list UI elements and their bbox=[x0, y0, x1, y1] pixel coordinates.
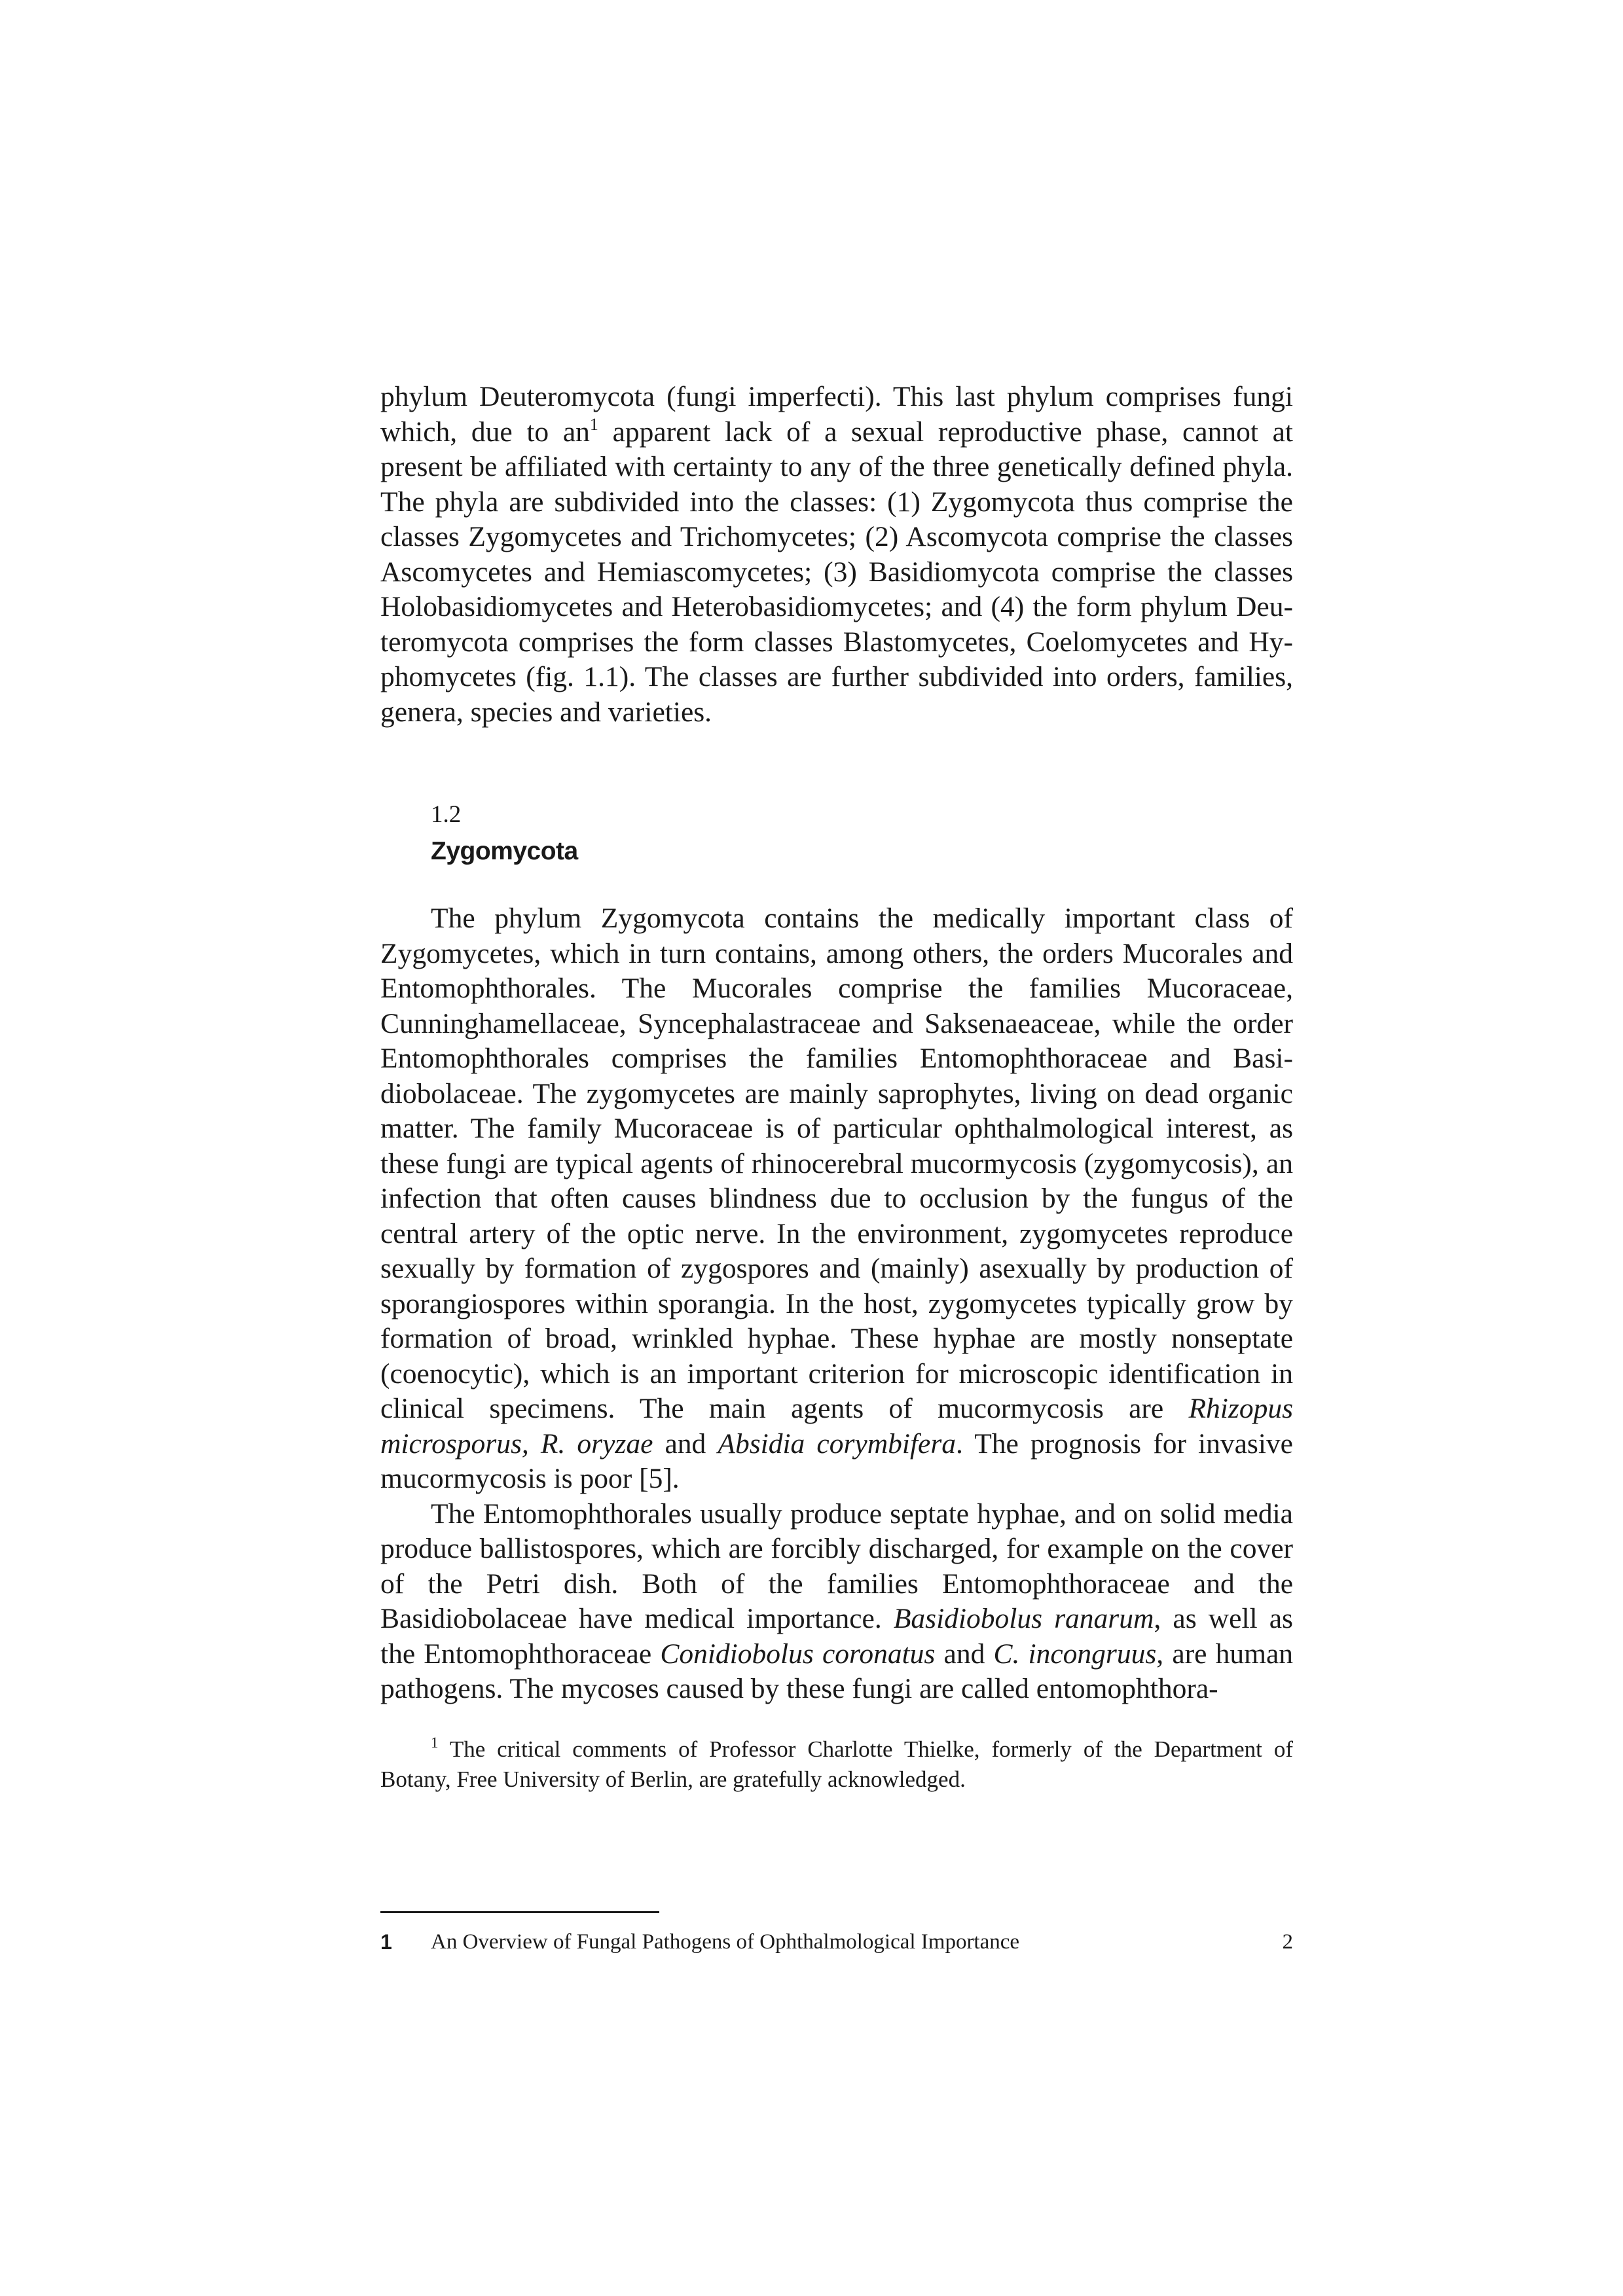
p1-text-2: and bbox=[653, 1427, 718, 1460]
p1-species-absidia: Absidia corymbifera bbox=[718, 1427, 957, 1460]
footnote-text: The critical comments of Professor Charlotte Thielke, formerly of the Department of Botany, Free University of Berlin, are gratefully acknowledged. bbox=[380, 1736, 1293, 1792]
intro-text-before-note: phylum Deuteromycota (fungi imperfecti). This last phylum comprises fungi which, due to an bbox=[380, 381, 1293, 448]
p2-species-incongruus: C. incongruus bbox=[993, 1638, 1157, 1670]
footnote-marker: 1 bbox=[431, 1734, 439, 1751]
p1-text-3: . The prognosis for invasive mucormycosis is poor [5]. bbox=[380, 1427, 1293, 1494]
zygomycota-paragraph-2 bbox=[380, 1497, 1293, 1707]
page-body bbox=[380, 380, 1293, 1818]
p2-text-2: , as well as the Entomophthoraceae bbox=[380, 1603, 1293, 1670]
page-number: 2 bbox=[1282, 1930, 1293, 1954]
section-body bbox=[380, 901, 1293, 1707]
p2-text-3: and bbox=[935, 1638, 994, 1670]
p1-text-1: The phylum Zygomycota contains the medically important class of Zygomycetes, which in turn contains, among others, the orders Mucorales and Entomophthorales. The Mucorales comprise the families Mucoraceae, Cunninghamellaceae, Syncephalastraceae and Saksenaeaceae, while the order Entomophthorales comprises the families Entomophthoraceae and Basidiobolaceae. The zygomycetes are mainly saprophytes, living on dead organic matter. The family Mucoraceae is of particular ophthalmological interest, as these fungi are typical agents of rhinocerebral mucormycosis (zygomycosis), an infection that often causes blindness due to occlusion by the fungus of the central artery of the optic nerve. In the environment, zygomycetes reproduce sexually by formation of zygospores and (mainly) asexually by production of sporangiospores within sporangia. In the host, zygomycetes typically grow by formation of broad, wrinkled hyphae. These hyphae are mostly nonseptate (coenocytic), which is an important criterion for microscopic identification in clinical specimens. The main agents of mucormycosis are bbox=[380, 903, 1293, 1424]
p2-species-basidiobolus: Basidiobolus ranarum bbox=[893, 1603, 1154, 1634]
footnote bbox=[380, 1734, 1293, 1795]
footnote-reference-marker[interactable]: 1 bbox=[589, 414, 598, 434]
intro-text-after-note: apparent lack of a sexual reproductive phase, cannot at present be affiliated with certainty to any of the three genetically defined phyla. The phyla are subdivided into the classes: (1) Zygomycota thus comprise the classes Zygomycetes and Trichomycetes; (2) Ascomycota comprise the classes Ascomycetes and Hemiascomycetes; (3) Basidiomycota comprise the classes Holobasidiomycetes and Heterobasidiomycetes; and (4) the form phylum Deuteromycota comprises the form classes Blastomycetes, Coelomycetes and Hyphomycetes (fig. 1.1). The classes are further subdivided into orders, families, genera, species and varieties. bbox=[380, 416, 1293, 728]
footer-rule bbox=[380, 1911, 659, 1913]
p2-species-conidiobolus: Conidiobolus coronatus bbox=[660, 1638, 936, 1670]
running-footer bbox=[380, 1927, 1293, 1957]
section-number: 1.2 bbox=[431, 801, 462, 828]
section-heading bbox=[431, 800, 1293, 867]
section-title: Zygomycota bbox=[431, 837, 578, 865]
chapter-number: 1 bbox=[380, 1930, 392, 1954]
intro-paragraph bbox=[380, 380, 1293, 730]
zygomycota-paragraph-1 bbox=[380, 901, 1293, 1497]
p2-text-4: , are human pathogens. The mycoses caused by these fungi are called entomophthora- bbox=[380, 1638, 1293, 1704]
p2-text-1: The Entomophthorales usually produce septate hyphae, and on solid media produce ballistospores, which are forcibly discharged, for example on the cover of the Petri dish. Both of the families Entomophthoraceae and the Basidiobolaceae have medical importance. bbox=[380, 1498, 1293, 1634]
chapter-title: An Overview of Fungal Pathogens of Ophthalmological Importance bbox=[431, 1930, 1020, 1954]
p1-species-rhizopus: Rhizopus microsporus, R. oryzae bbox=[380, 1393, 1293, 1460]
